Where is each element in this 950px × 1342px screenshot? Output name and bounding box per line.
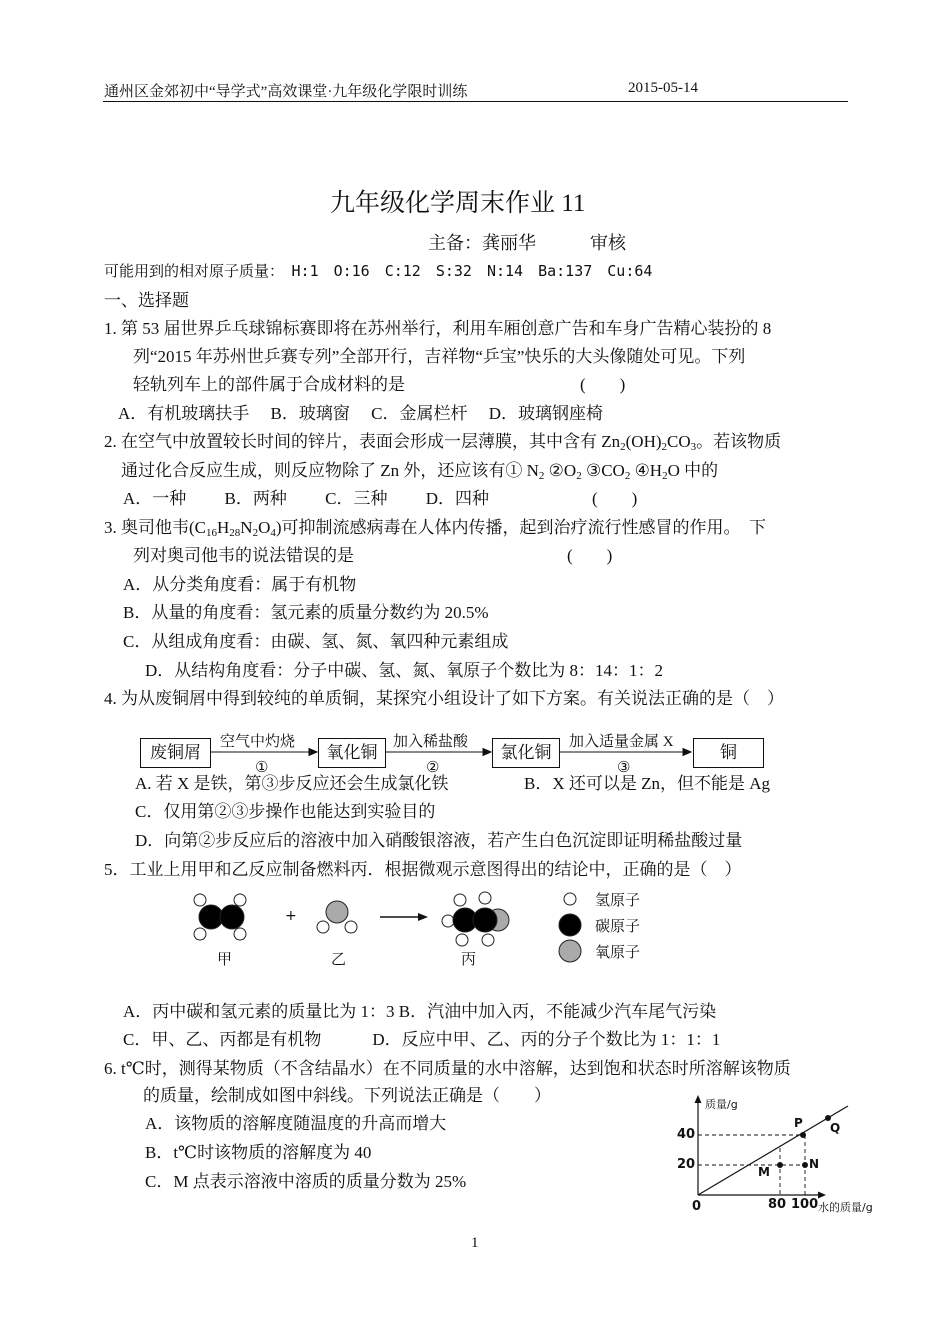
flow-arrowhead-3 <box>683 749 691 756</box>
graph-label-n: N <box>809 1157 820 1171</box>
q2-formula: $Zn_2(OH)_2CO_3$ <box>601 432 697 453</box>
header-school: 通州区金郊初中“导学式”高效课堂·九年级化学限时训练 <box>104 84 468 100</box>
q3-formula: $C_{16}H_{28}N_2O_4$ <box>194 518 276 539</box>
legend-o-label: 氧原子 <box>595 943 641 961</box>
h-atom <box>194 894 206 906</box>
graph-origin: 0 <box>692 1199 702 1214</box>
h-atom <box>345 921 357 933</box>
flow-step1-label: 空气中灼烧 <box>220 734 296 750</box>
q1-answer-paren: ( ) <box>580 375 626 394</box>
q1-line3: 轻轨列车上的部件属于合成材料的是 <box>133 375 405 394</box>
q2-line1-post: 。若该物质 <box>696 432 782 451</box>
flow-box-copper-chloride: 氯化铜 <box>492 738 560 768</box>
h-atom <box>234 894 246 906</box>
q4-option-a: A. 若 X 是铁，第③步反应还会生成氯化铁 <box>135 774 449 793</box>
reaction-arrowhead <box>418 913 428 921</box>
graph-label-p: P <box>794 1116 803 1130</box>
legend-o-icon <box>559 940 581 962</box>
q3-line1-post: )可抑制流感病毒在人体内传播，起到治疗流行性感冒的作用。 下 <box>275 518 767 537</box>
label-plus: + <box>285 908 297 924</box>
h-atom <box>317 921 329 933</box>
point-p <box>800 1132 806 1138</box>
page-number: 1 <box>471 1235 479 1251</box>
q3-option-a: A．从分类角度看：属于有机物 <box>123 575 357 594</box>
section-heading: 一、选择题 <box>104 291 189 310</box>
graph-xlabel: 水的质量/g <box>818 1201 873 1214</box>
q5-options-ab: A．丙中碳和氢元素的质量比为 1：3 B．汽油中加入丙，不能减少汽车尾气污染 <box>123 1002 717 1021</box>
q6-option-c: C．M 点表示溶液中溶质的质量分数为 25% <box>145 1172 467 1191</box>
q3-option-d: D．从结构角度看：分子中碳、氢、氮、氧原子个数比为 8：14：1：2 <box>145 661 664 680</box>
flow-step2-label: 加入稀盐酸 <box>393 734 469 750</box>
legend-h-icon <box>564 893 576 905</box>
q5-options-cd: C．甲、乙、丙都是有机物 D．反应中甲、乙、丙的分子个数比为 1：1：1 <box>123 1030 721 1049</box>
h-atom <box>482 934 494 946</box>
q2-line2: 通过化合反应生成，则反应物除了 Zn 外，还应该有① $N_2$ $②O_2$ $③CO_2$ $④H_2O$ 中的 <box>121 461 719 482</box>
label-bing: 丙 <box>461 950 477 968</box>
flow-box-scrap-copper: 废铜屑 <box>140 738 211 768</box>
c-atom <box>199 905 223 929</box>
x-axis-arrow <box>818 1192 826 1199</box>
flow-box-copper: 铜 <box>693 738 764 768</box>
graph-label-q: Q <box>830 1121 841 1135</box>
label-yi: 乙 <box>331 950 347 968</box>
q4-option-d: D．向第②步反应后的溶液中加入硝酸银溶液，若产生白色沉淀即证明稀盐酸过量 <box>135 831 743 850</box>
page-title: 九年级化学周末作业 11 <box>330 190 586 217</box>
legend-c-label: 碳原子 <box>595 917 641 935</box>
q1-options: A．有机玻璃扶手 B．玻璃窗 C．金属栏杆 D．玻璃钢座椅 <box>118 404 603 423</box>
q3-answer-paren: ( ) <box>567 546 613 565</box>
h-atom <box>234 928 246 940</box>
q3-option-b: B．从量的角度看：氢元素的质量分数约为 20.5% <box>123 603 489 622</box>
graph-y20: 20 <box>677 1157 696 1172</box>
q6-line2: 的质量，绘制成如图中斜线。下列说法正确是（ ） <box>143 1086 551 1105</box>
q2-answer-paren: ( ) <box>592 489 638 508</box>
q6-line1: 6. t℃时，测得某物质（不含结晶水）在不同质量的水中溶解，达到饱和状态时所溶解该物质 <box>104 1059 791 1078</box>
h-atom <box>194 928 206 940</box>
molecule-bing <box>442 892 509 946</box>
point-n <box>802 1162 808 1168</box>
flow-step1-num: ① <box>255 760 269 776</box>
flow-step3-label: 加入适量金属 X <box>569 734 674 750</box>
flow-step3-num: ③ <box>617 760 631 776</box>
graph-y40: 40 <box>677 1127 696 1142</box>
atomic-masses: 可能用到的相对原子质量： H:1 O:16 C:12 S:32 N:14 Ba:137 Cu:64 <box>104 262 653 280</box>
q6-option-a: A．该物质的溶解度随温度的升高而增大 <box>145 1114 447 1133</box>
molecule-yi <box>317 901 357 933</box>
legend <box>559 893 581 962</box>
q3-line1-pre: 3. 奥司他韦( <box>104 518 195 537</box>
q1-line1: 1. 第 53 届世界乒乓球锦标赛即将在苏州举行，利用车厢创意广告和车身广告精心装扮的 8 <box>104 319 772 338</box>
h-atom <box>454 894 466 906</box>
point-m <box>777 1162 783 1168</box>
h-atom <box>442 915 454 927</box>
o-atom <box>326 901 348 923</box>
y-axis-arrow <box>695 1095 702 1103</box>
graph-label-m: M <box>758 1165 770 1179</box>
legend-c-icon <box>559 914 581 936</box>
legend-h-label: 氢原子 <box>595 891 641 909</box>
q5-stem: 5．工业上用甲和乙反应制备燃料丙．根据微观示意图得出的结论中，正确的是（ ） <box>104 860 742 879</box>
graph-ylabel: 质量/g <box>705 1098 738 1111</box>
q2-line1-pre: 2. 在空气中放置较长时间的锌片，表面会形成一层薄膜，其中含有 <box>104 432 602 451</box>
flow-step2-num: ② <box>426 760 440 776</box>
q6-option-b: B．t℃时该物质的溶解度为 40 <box>145 1143 372 1162</box>
c-atom <box>473 908 497 932</box>
flow-box-copper-oxide: 氧化铜 <box>318 738 386 768</box>
editors: 主备：龚丽华 审核 <box>428 233 626 253</box>
label-jia: 甲 <box>217 950 233 968</box>
q1-line2: 列“2015 年苏州世乒赛专列”全部开行，吉祥物“乒宝”快乐的大头像随处可见。下列 <box>133 347 746 366</box>
q3-option-c: C．从组成角度看：由碳、氢、氮、氧四种元素组成 <box>123 632 509 651</box>
graph-x80: 80 <box>768 1197 787 1212</box>
q2-options: A．一种 B．两种 C．三种 D．四种 <box>123 489 489 508</box>
flow-arrowhead-2 <box>483 749 491 756</box>
c-atom <box>220 905 244 929</box>
graph-x100: 100 <box>791 1197 819 1212</box>
molecule-jia <box>194 894 246 940</box>
q4-option-c: C．仅用第②③步操作也能达到实验目的 <box>135 802 436 821</box>
h-atom <box>456 934 468 946</box>
q4-stem: 4. 为从废铜屑中得到较纯的单质铜，某探究小组设计了如下方案。有关说法正确的是（ ） <box>104 689 784 708</box>
header-date: 2015-05-14 <box>628 80 698 96</box>
q4-option-b: B．X 还可以是 Zn，但不能是 Ag <box>524 774 771 793</box>
flow-arrowhead-1 <box>309 749 317 756</box>
h-atom <box>479 892 491 904</box>
q3-line2: 列对奥司他韦的说法错误的是 <box>133 546 354 565</box>
